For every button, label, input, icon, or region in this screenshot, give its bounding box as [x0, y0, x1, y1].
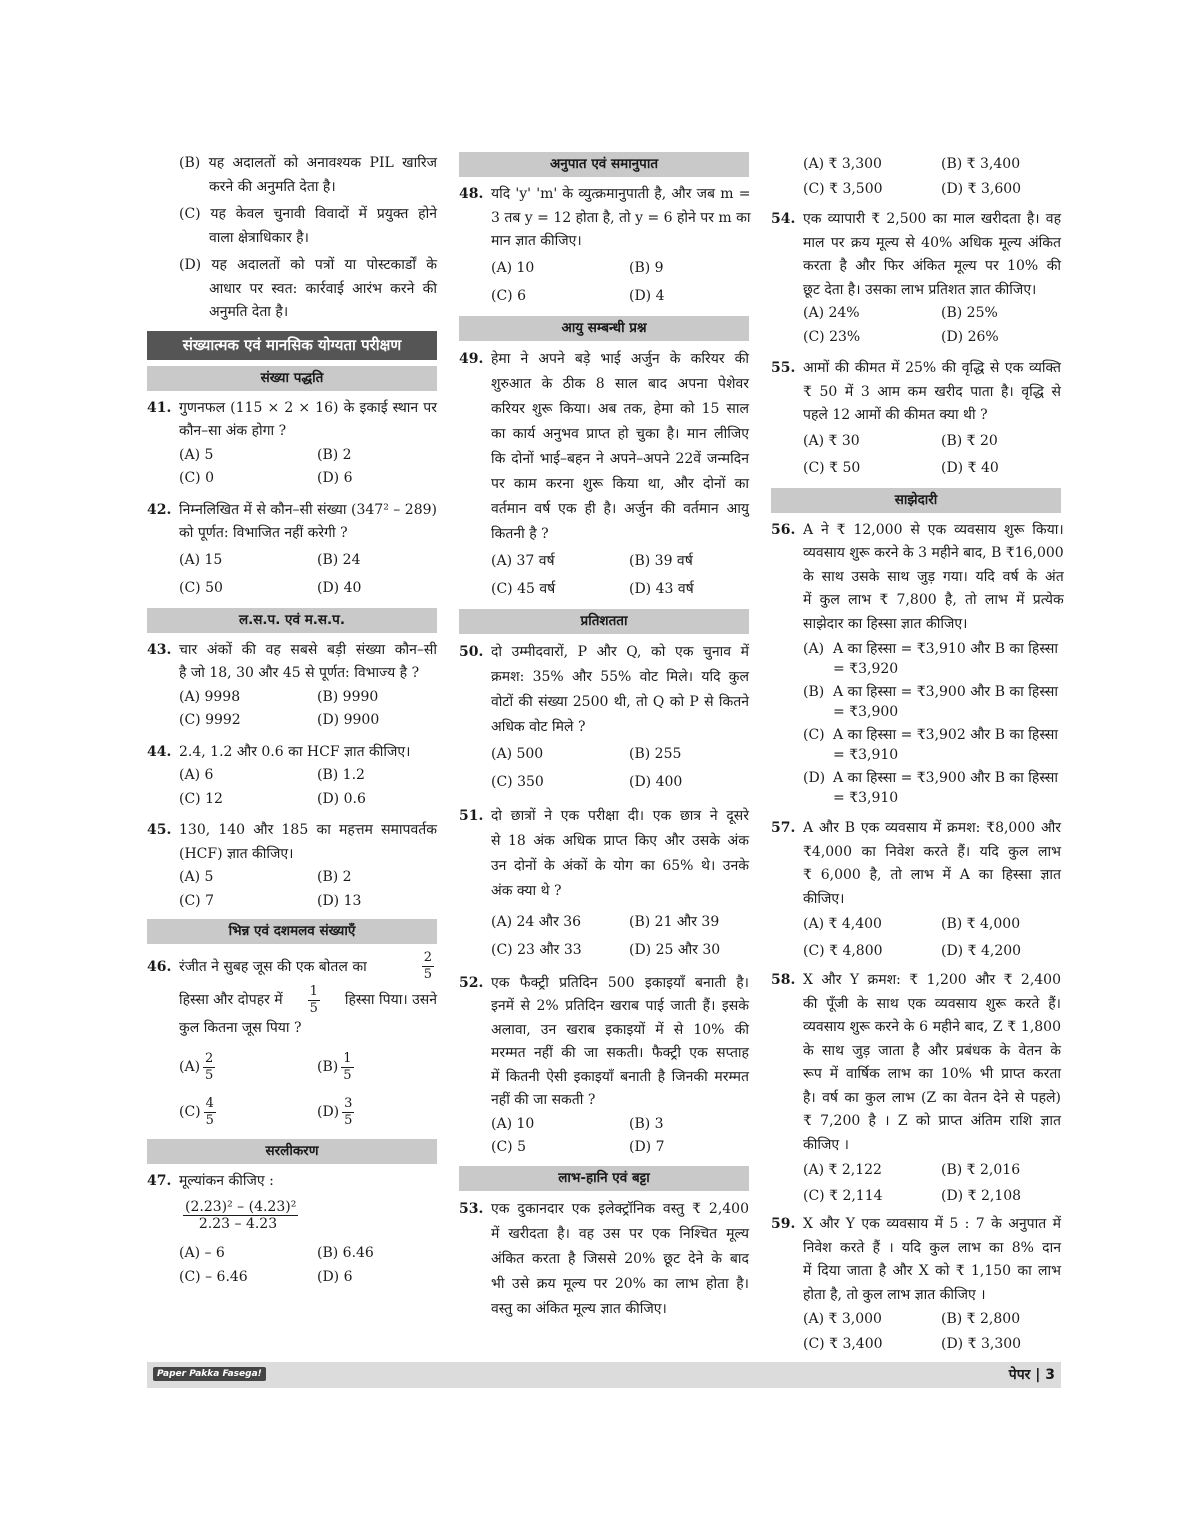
question-text-line: हेमा ने अपने बड़े भाई अर्जुन के करियर की [491, 350, 749, 367]
question-number: 59. [771, 1216, 796, 1232]
question-text-line: अलावा, उन खराब इकाइयों में से 10% की [491, 1021, 749, 1038]
option-c: (C) 12 [179, 790, 223, 807]
option-c: (C) 6 [491, 287, 526, 304]
question-text-line: के साथ जुड़ जाता है और प्रबंधक के वेतन के [803, 1042, 1061, 1059]
option-label: (C) [179, 1104, 201, 1120]
option-d [771, 768, 1061, 808]
question-text-line: चार अंकों की वह सबसे बड़ी संख्या कौन–सी [179, 641, 437, 658]
question-text-line: रूप में वार्षिक लाभ का 10% भी प्राप्त करता [803, 1066, 1061, 1082]
question-52 [459, 972, 749, 1160]
option-a: (A) 10 [491, 259, 535, 276]
question-49 [459, 347, 749, 603]
option-c: (C) ₹ 3,500 [803, 181, 883, 197]
question-text-line: एक दुकानदार एक इलेक्ट्रॉनिक वस्तु ₹ 2,400 [491, 1200, 749, 1217]
column-2 [459, 152, 749, 1322]
fraction [308, 984, 320, 1017]
question-42 [147, 499, 437, 602]
option-d: (D) 0.6 [317, 790, 366, 807]
option-b: (B) 9 [629, 259, 664, 276]
question-text-line: A ने ₹ 12,000 से एक व्यवसाय शुरू किया। [803, 521, 1064, 538]
question-text-line: साझेदार का हिस्सा ज्ञात कीजिए। [803, 615, 968, 632]
question-text-line: में दिया जाता है और X को ₹ 1,150 का लाभ [803, 1263, 1061, 1279]
question-text-line: होता है, तो कुल लाभ ज्ञात कीजिए । [803, 1286, 986, 1303]
option-d: (D) 4 [629, 287, 665, 304]
numerator: 3 [344, 1095, 353, 1111]
question-number: 43. [147, 641, 172, 658]
question-text-line: में कितनी ऐसी इकाइयाँ बनाती है जिनकी मरम्मत [491, 1068, 749, 1085]
option-a: (A) 24% [803, 305, 860, 321]
topic-heading-number-system: संख्या पद्धति [147, 366, 437, 391]
option-c: (C) 50 [179, 579, 223, 596]
option-c: (C) ₹ 3,400 [803, 1336, 883, 1352]
option-b-line-2: करने की अनुमति देता है। [209, 178, 336, 195]
topic-heading-percentage: प्रतिशतता [459, 609, 749, 634]
question-text-line: कीजिए । [803, 1136, 849, 1153]
option-d: (D) 40 [317, 579, 362, 596]
option-a [771, 639, 1061, 679]
fraction [341, 1051, 353, 1084]
column-1 [147, 152, 437, 1289]
question-text-line: में कुल लाभ ₹ 7,800 है, तो लाभ में प्रत्येक [803, 592, 1064, 608]
question-text-line: निवेश करते हैं । यदि कुल लाभ का 8% दान [803, 1239, 1061, 1256]
numerator: 1 [343, 1050, 352, 1066]
option-b: (B) 39 वर्ष [629, 552, 693, 569]
question-53-options [771, 152, 1061, 202]
question-45 [147, 819, 437, 913]
question-text-line: पहले 12 आमों की कीमत क्या थी ? [803, 407, 988, 423]
option-text: = ₹3,900 [833, 704, 899, 720]
question-number: 44. [147, 743, 172, 760]
question-text-line: का कार्य अनुभव प्राप्त हो चुका है। मान लीजिए [491, 425, 749, 442]
option-b: (B) 1.2 [317, 767, 365, 783]
option-text: = ₹3,910 [833, 747, 899, 763]
option-label: (A) [179, 1059, 201, 1075]
question-43 [147, 639, 437, 733]
numerator: (2.23)² – (4.23)² [185, 1199, 297, 1215]
question-text: हिस्सा और दोपहर में [179, 992, 283, 1008]
topic-heading-simplification: सरलीकरण [147, 1139, 437, 1164]
option-b: (B) 2 [317, 869, 352, 885]
option-d: (D) ₹ 4,200 [941, 943, 1022, 959]
option-c: (C) ₹ 4,800 [803, 943, 883, 959]
option-c: (C) 7 [179, 892, 214, 909]
question-text-line: वोटों की संख्या 2500 थी, तो Q को P से कितने [491, 693, 749, 710]
option-d: (D) 400 [629, 773, 683, 790]
topic-heading-fractions: भिन्न एवं दशमलव संख्याएँ [147, 919, 437, 944]
option-d: (D) ₹ 40 [941, 459, 999, 476]
question-50 [459, 640, 749, 796]
option-b: (B) 2 [317, 446, 352, 463]
option-text: A का हिस्सा = ₹3,910 और B का हिस्सा [833, 641, 1058, 657]
option-b: (B) 21 और 39 [629, 913, 720, 930]
denominator: 5 [205, 1112, 214, 1128]
question-text-line: 2.4, 1.2 और 0.6 का HCF ज्ञात कीजिए। [179, 743, 411, 760]
option-d: (D) 26% [941, 328, 999, 345]
option-c [771, 725, 1061, 765]
question-text-line: आमों की कीमत में 25% की वृद्धि से एक व्यक्ति [803, 360, 1061, 376]
question-text-line: गुणनफल (115 × 2 × 16) के इकाई स्थान पर [179, 399, 437, 416]
question-number: 52. [459, 974, 484, 991]
question-text-line: 3 तब y = 12 होता है, तो y = 6 होने पर m का [491, 209, 751, 226]
question-text-line: व्यवसाय शुरू करने के 3 महीने बाद, B ₹16,000 [803, 545, 1064, 561]
option-c: (C) 5 [491, 1139, 526, 1155]
denominator: 5 [343, 1067, 352, 1083]
question-text-line: है जो 18, 30 और 45 से पूर्णत: विभाज्य है ? [179, 665, 420, 681]
option-a: (A) 9998 [179, 688, 241, 705]
option-b: (B) 6.46 [317, 1245, 374, 1261]
option-a: (A) ₹ 2,122 [803, 1162, 882, 1178]
option-label: (B) [803, 684, 825, 700]
question-text-line: छूट देता है। उसका लाभ प्रतिशत ज्ञात कीजिए। [803, 281, 1037, 298]
option-a: (A) 10 [491, 1115, 535, 1132]
question-text-line: क्रमश: 35% और 55% वोट मिले। यदि कुल [491, 668, 749, 685]
option-a: (A) 500 [491, 745, 544, 762]
option-d: (D) 6 [317, 1268, 353, 1285]
option-d: (D) 43 वर्ष [629, 580, 694, 597]
option-text: A का हिस्सा = ₹3,902 और B का हिस्सा [833, 727, 1058, 743]
topic-heading-ratio: अनुपात एवं समानुपात [459, 152, 749, 177]
option-b: (B) 9990 [317, 688, 379, 705]
option-c: (C) 23 और 33 [491, 941, 582, 958]
question-text: रंजीत ने सुबह जूस की एक बोतल का [179, 958, 367, 975]
denominator: 5 [309, 1000, 318, 1016]
option-a: (A) ₹ 3,000 [803, 1311, 882, 1327]
question-text-line: से 18 अंक अधिक प्राप्त किए और उसके अंक [491, 832, 749, 849]
question-text-line: अंकित करता है जिससे 20% छूट देने के बाद [491, 1250, 749, 1267]
option-b: (B) ₹ 4,000 [941, 916, 1021, 932]
question-text-line: इनमें से 2% प्रतिदिन खराब पाई जाती हैं। इसके [491, 998, 749, 1014]
option-c: (C) 0 [179, 470, 214, 486]
option-c: (C) 350 [491, 773, 544, 790]
topic-heading-age: आयु सम्बन्धी प्रश्न [459, 316, 749, 341]
question-51 [459, 804, 749, 964]
option-d: (D) ₹ 2,108 [941, 1188, 1022, 1204]
denominator: 2.23 – 4.23 [198, 1216, 278, 1232]
option-a: (A) ₹ 4,400 [803, 916, 882, 932]
question-text-line: भी उसे क्रय मूल्य पर 20% का लाभ होता है। [491, 1275, 749, 1292]
denominator: 5 [205, 1067, 214, 1083]
option-label: (A) [803, 641, 825, 657]
question-text-line: करता है और फिर अंकित मूल्य पर 10% की [803, 258, 1061, 274]
question-number: 41. [147, 399, 172, 416]
question-text-line: कितनी है ? [491, 525, 549, 542]
option-c: (C) ₹ 2,114 [803, 1188, 883, 1204]
option-d: (D) 6 [317, 470, 353, 486]
question-number: 50. [459, 643, 484, 660]
option-b: (B) 255 [629, 745, 682, 762]
option-c: (C) 9992 [179, 712, 241, 728]
question-text: हिस्सा पिया। उसने [344, 992, 437, 1008]
question-text-line: में खरीदता है। वह उस पर एक निश्चित मूल्य [491, 1225, 749, 1242]
numerator: 2 [205, 1050, 214, 1066]
question-54 [771, 208, 1061, 349]
question-text-line: निम्नलिखित में से कौन–सी संख्या (347² – 289) [179, 501, 437, 518]
option-b: (B) 25% [941, 305, 998, 321]
numerator: 2 [423, 950, 432, 965]
question-48 [459, 183, 749, 310]
option-b: (B) ₹ 2,016 [941, 1162, 1021, 1178]
question-text-line: A और B एक व्यवसाय में क्रमश: ₹8,000 और [803, 820, 1061, 836]
option-label: (B) [317, 1059, 339, 1075]
question-text-line: मरम्मत नहीं की जा सकती। फैक्ट्री एक सप्ताह [491, 1045, 749, 1061]
page-footer [147, 1362, 1061, 1388]
topic-heading-profit-loss: लाभ-हानि एवं बट्टा [459, 1166, 749, 1191]
option-label: (C) [803, 727, 825, 743]
question-text-line: नहीं की जा सकती ? [491, 1092, 596, 1108]
numerator: 4 [205, 1095, 214, 1111]
option-a: (A) 24 और 36 [491, 913, 582, 930]
option-c-line-2: वाला क्षेत्राधिकार है। [209, 229, 309, 246]
topic-heading-lcm-hcf: ल.स.प. एवं म.स.प. [147, 608, 437, 633]
option-c: (C) 45 वर्ष [491, 580, 556, 597]
question-number: 49. [459, 350, 484, 367]
option-d: (D) 25 और 30 [629, 941, 721, 958]
option-text: = ₹3,920 [833, 661, 899, 677]
option-a [179, 1051, 317, 1084]
denominator: 5 [423, 967, 432, 982]
question-number: 45. [147, 822, 172, 838]
question-56 [771, 519, 1064, 809]
fraction [422, 950, 434, 983]
question-text-line: ₹ 7,200 है । Z को प्राप्त अंतिम राशि ज्ञात [803, 1113, 1061, 1129]
option-d-line-1: (D) यह अदालतों को पत्रों या पोस्टकार्डों के [179, 257, 437, 273]
question-41 [147, 397, 437, 491]
denominator: 5 [344, 1112, 353, 1128]
question-53 [459, 1197, 749, 1322]
question-40-options-continued [147, 152, 437, 325]
option-d-line-3: अनुमति देता है। [209, 304, 289, 320]
option-a: (A) 15 [179, 551, 223, 568]
question-58 [771, 969, 1061, 1209]
question-text-line: वस्तु का अंकित मूल्य ज्ञात कीजिए। [491, 1300, 667, 1317]
question-text-line: कि दोनों भाई–बहन ने अपने–अपने 22वें जन्मदिन [491, 450, 749, 467]
question-text-line: करियर शुरू किया। अब तक, हेमा को 15 साल [491, 400, 749, 417]
question-text-line: कौन–सा अंक होगा ? [179, 423, 287, 439]
question-number: 42. [147, 501, 172, 518]
fraction [204, 1096, 216, 1129]
question-number: 48. [459, 186, 484, 202]
numerator: 1 [309, 983, 318, 999]
question-text-line: X और Y क्रमश: ₹ 1,200 और ₹ 2,400 [803, 972, 1061, 988]
option-c: (C) – 6.46 [179, 1268, 248, 1285]
question-text-line: ₹ 50 में 3 आम कम खरीद पाता है। वृद्धि से [803, 383, 1061, 400]
option-b: (B) 24 [317, 551, 361, 568]
option-b: (B) ₹ 3,400 [941, 156, 1021, 172]
question-number: 53. [459, 1200, 484, 1217]
option-b [771, 682, 1061, 722]
question-number: 51. [459, 807, 484, 824]
question-text-line: को पूर्णत: विभाजित नहीं करेगी ? [179, 525, 348, 541]
question-number: 58. [771, 972, 796, 988]
question-text-line: दो उम्मीदवारों, P और Q, को एक चुनाव में [491, 643, 749, 660]
option-text: = ₹3,910 [833, 790, 899, 806]
option-d-line-2: आधार पर स्वत: कार्रवाई आरंभ करने की [209, 280, 437, 297]
brand-logo: Paper Pakka Fasega! [153, 1367, 266, 1381]
question-number: 55. [771, 360, 796, 376]
question-text-line: ₹ 6,000 है, तो लाभ में A का हिस्सा ज्ञात [803, 867, 1061, 883]
page-number: पेपर | 3 [1008, 1367, 1055, 1383]
question-text-line: शुरुआत के ठीक 8 साल बाद अपना पेशेवर [491, 375, 749, 392]
question-text-line: एक फैक्ट्री प्रतिदिन 500 इकाइयाँ बनाती है। [491, 974, 749, 991]
question-text-line: वर्तमान वर्ष एक ही है। अर्जुन की वर्तमान आयु [491, 500, 749, 517]
question-text-line: मूल्यांकन कीजिए : [179, 1172, 274, 1189]
question-59 [771, 1213, 1061, 1357]
topic-heading-partnership: साझेदारी [771, 488, 1061, 513]
question-number: 47. [147, 1172, 172, 1189]
fraction [203, 1051, 215, 1084]
option-d: (D) 9900 [317, 712, 380, 728]
option-a: (A) 5 [179, 869, 214, 885]
question-number: 57. [771, 820, 796, 836]
question-text-line: माल पर क्रय मूल्य से 40% अधिक मूल्य अंकित [803, 234, 1061, 251]
option-a: (A) ₹ 3,300 [803, 156, 882, 172]
question-44 [147, 741, 437, 812]
option-label: (D) [803, 770, 826, 786]
option-a: (A) – 6 [179, 1245, 225, 1261]
option-d: (D) ₹ 3,300 [941, 1336, 1022, 1352]
question-55 [771, 357, 1061, 482]
option-d: (D) ₹ 3,600 [941, 181, 1022, 197]
section-heading: संख्यात्मक एवं मानसिक योग्यता परीक्षण [147, 331, 437, 360]
question-47 [147, 1170, 437, 1290]
option-b: (B) ₹ 2,800 [941, 1311, 1021, 1327]
option-d [317, 1096, 455, 1129]
option-c: (C) 23% [803, 328, 861, 345]
option-b: (B) 3 [629, 1115, 664, 1132]
question-text-line: के साथ उसके साथ जुड़ गया। यदि वर्ष के अंत [803, 568, 1064, 585]
question-text-line: है। वर्ष का कुल लाभ (Z का वेतन देने से पहले) [803, 1089, 1061, 1106]
question-text-line: 130, 140 और 185 का महत्तम समापवर्तक [179, 822, 437, 838]
question-text-line: ₹4,000 का निवेश करते हैं। यदि कुल लाभ [803, 843, 1061, 860]
question-text-line: अधिक वोट मिले ? [491, 718, 586, 735]
question-text-line: मान ज्ञात कीजिए। [491, 233, 582, 249]
option-c-line-1: (C) यह केवल चुनावी विवादों में प्रयुक्त होने [179, 206, 437, 222]
column-3 [771, 152, 1064, 1357]
option-d: (D) 13 [317, 892, 362, 909]
question-text-line: उन दोनों के अंकों के योग का 65% थे। उनके [491, 857, 749, 874]
question-text-line: की पूँजी के साथ एक व्यवसाय शुरू करते हैं। [803, 995, 1061, 1012]
option-c: (C) ₹ 50 [803, 459, 861, 476]
question-text-line: पर काम करना शुरू किया था, और दोनों का [491, 475, 749, 492]
question-text-line: व्यवसाय शुरू करने के 6 महीने बाद, Z ₹ 1,800 [803, 1019, 1061, 1035]
option-label: (D) [317, 1104, 340, 1120]
option-d: (D) 7 [629, 1139, 665, 1155]
math-expression [147, 1199, 437, 1232]
option-b-line-1: (B) यह अदालतों को अनावश्यक PIL खारिज [179, 155, 437, 171]
question-number: 56. [771, 521, 796, 538]
option-b [317, 1051, 455, 1084]
question-46 [147, 950, 437, 1129]
option-a: (A) 37 वर्ष [491, 552, 555, 569]
option-b: (B) ₹ 20 [941, 432, 998, 449]
question-57 [771, 817, 1061, 965]
question-number: 54. [771, 211, 796, 227]
option-text: A का हिस्सा = ₹3,900 और B का हिस्सा [833, 770, 1058, 786]
option-a: (A) ₹ 30 [803, 432, 860, 449]
question-text-line: (HCF) ज्ञात कीजिए। [179, 845, 294, 862]
option-c [179, 1096, 317, 1129]
fraction [342, 1096, 354, 1129]
option-a: (A) 6 [179, 767, 214, 783]
option-text: A का हिस्सा = ₹3,900 और B का हिस्सा [833, 684, 1058, 700]
option-a: (A) 5 [179, 446, 214, 463]
question-text-line: X और Y एक व्यवसाय में 5 : 7 के अनुपात में [803, 1216, 1061, 1232]
question-text-line: एक व्यापारी ₹ 2,500 का माल खरीदता है। वह [803, 211, 1061, 227]
question-text-line: कुल कितना जूस पिया ? [179, 1020, 302, 1036]
question-text-line: यदि 'y' 'm' के व्युत्क्रमानुपाती है, और जब m = [491, 186, 751, 202]
question-text-line: कीजिए। [803, 890, 845, 907]
question-text-line: दो छात्रों ने एक परीक्षा दी। एक छात्र ने दूसरे [491, 807, 749, 824]
question-number: 46. [147, 958, 172, 975]
question-text-line: अंक क्या थे ? [491, 882, 562, 899]
